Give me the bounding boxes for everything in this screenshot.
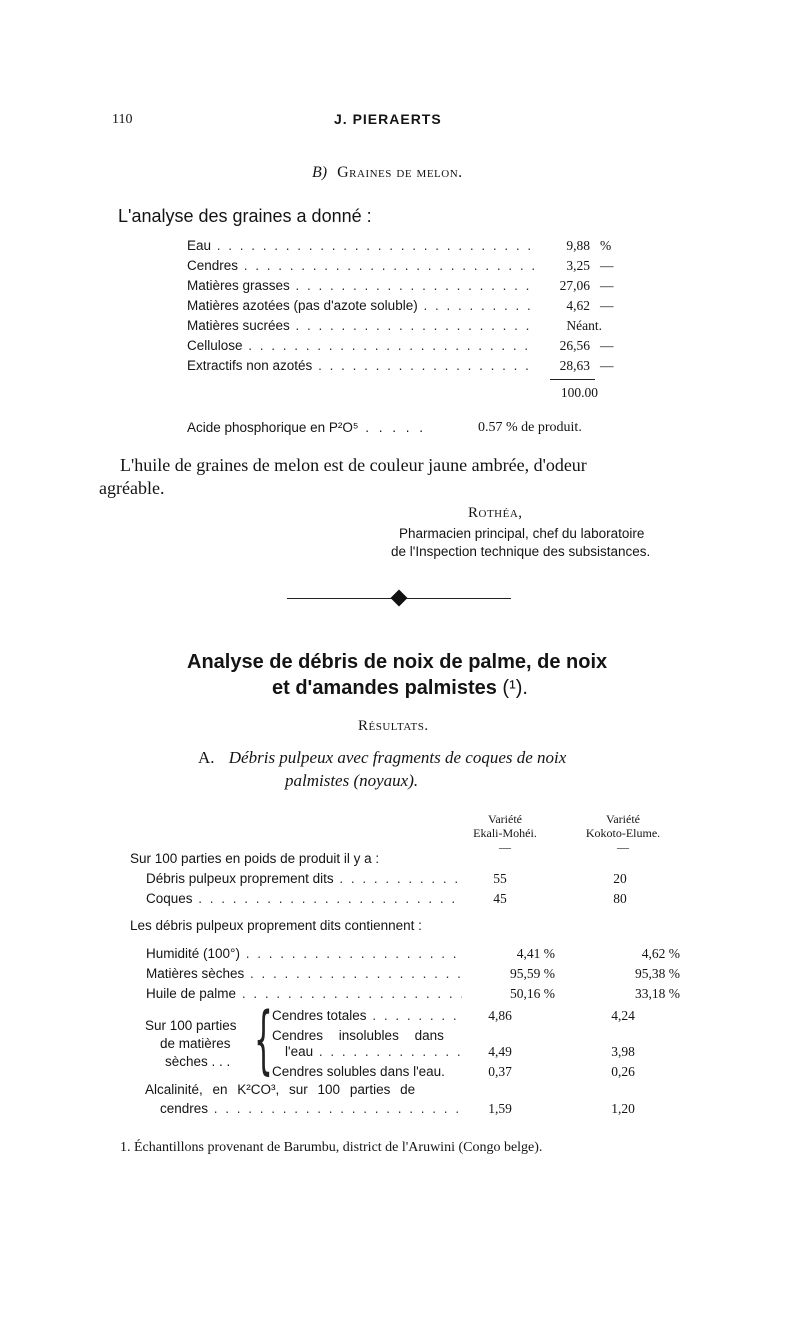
oil-paragraph-line1: L'huile de graines de melon est de couleur jaune ambrée, d'odeur bbox=[120, 455, 587, 475]
row-value: Néant. bbox=[566, 318, 602, 333]
row-label: Cendres totales . . . bbox=[272, 1008, 464, 1023]
row-value-col1: 0,37 bbox=[488, 1064, 512, 1079]
row-label: Matières azotées (pas d'azote soluble) . . . bbox=[187, 298, 535, 313]
oil-paragraph-line2: agréable. bbox=[99, 478, 165, 498]
row-unit: % bbox=[600, 238, 612, 253]
row-value-col1: 4,86 bbox=[488, 1008, 512, 1023]
alkalinity-line1: Alcalinité, en K²CO³, sur 100 parties de bbox=[145, 1082, 416, 1097]
article-title-line1: Analyse de débris de noix de palme, de noix bbox=[187, 651, 608, 673]
col2-header-line1: Variété bbox=[606, 812, 640, 826]
signature-line2: de l'Inspection technique des subsistances. bbox=[391, 544, 651, 559]
phosphoric-label: Acide phosphorique en P²O⁵ . . . . . bbox=[187, 420, 426, 435]
brace-label-line1: Sur 100 parties bbox=[145, 1018, 237, 1033]
col1-header-line2: Ekali-Mohéi. bbox=[473, 826, 537, 840]
row-label: Huile de palme . . . bbox=[146, 986, 462, 1001]
analysis-intro: L'analyse des graines a donné : bbox=[118, 206, 372, 226]
subsection-a-line1: A. Débris pulpeux avec fragments de coques de noix bbox=[198, 748, 567, 767]
results-heading: Résultats. bbox=[358, 718, 429, 734]
phosphoric-value: 0.57 % de produit. bbox=[478, 420, 582, 435]
section-b-letter: B) bbox=[312, 164, 328, 181]
row-value: 9,88 bbox=[566, 238, 590, 253]
section-b-title-text: Graines de melon. bbox=[337, 164, 463, 181]
row-label: Débris pulpeux proprement dits . . . bbox=[146, 871, 462, 886]
row-value-col1: 4,41 % bbox=[516, 946, 555, 961]
col2-header-line2: Kokoto-Elume. bbox=[585, 826, 661, 840]
diamond-icon bbox=[391, 590, 408, 607]
row-label: Cendres insolubles dans bbox=[272, 1028, 444, 1043]
row-value: 27,06 bbox=[559, 278, 590, 293]
section-b-title bbox=[312, 164, 463, 182]
row-label: Cendres solubles dans l'eau. bbox=[272, 1064, 445, 1079]
footnote: 1. Échantillons provenant de Barumbu, district de l'Aruwini (Congo belge). bbox=[120, 1140, 543, 1155]
row-value: 4,62 bbox=[566, 298, 590, 313]
total-value: 100.00 bbox=[560, 385, 598, 400]
signature-line1: Pharmacien principal, chef du laboratoire bbox=[399, 526, 645, 541]
row-value-col2: 4,24 bbox=[611, 1008, 635, 1023]
row-label: l'eau . . . bbox=[285, 1044, 465, 1059]
row-label: Cendres . . . bbox=[187, 258, 535, 273]
row-value-col1: 50,16 % bbox=[510, 986, 555, 1001]
subsection-a-line2: palmistes (noyaux). bbox=[285, 771, 419, 790]
row-label: Eau . . . bbox=[187, 238, 535, 253]
alkalinity-value-col2: 1,20 bbox=[611, 1101, 635, 1116]
row-value-col1: 4,49 bbox=[488, 1044, 512, 1059]
row-value-col2: 33,18 % bbox=[635, 986, 680, 1001]
group1-intro: Sur 100 parties en poids de produit il y a : bbox=[130, 851, 380, 866]
row-label: Cellulose . . . bbox=[187, 338, 535, 353]
signature-name: Rothéa, bbox=[468, 505, 523, 521]
row-unit: — bbox=[600, 338, 614, 353]
row-label: Matières grasses . . . bbox=[187, 278, 535, 293]
row-value-col2: 95,38 % bbox=[635, 966, 680, 981]
row-label: Matières sucrées . . . bbox=[187, 318, 535, 333]
running-title: J. PIERAERTS bbox=[334, 111, 442, 127]
row-label: Matières sèches . . . bbox=[146, 966, 462, 981]
group2-intro: Les débris pulpeux proprement dits contiennent : bbox=[130, 918, 422, 933]
row-value: 28,63 bbox=[559, 358, 590, 373]
brace-label-line3: sèches . . . bbox=[165, 1054, 231, 1069]
row-value: 26,56 bbox=[559, 338, 590, 353]
col2-dash: — bbox=[617, 840, 629, 854]
article-title-line2: et d'amandes palmistes (¹). bbox=[272, 677, 528, 699]
row-unit: — bbox=[600, 258, 614, 273]
col1-dash: — bbox=[499, 840, 511, 854]
row-unit: — bbox=[600, 278, 614, 293]
row-value-col2: 3,98 bbox=[611, 1044, 635, 1059]
page-number: 110 bbox=[112, 112, 133, 127]
curly-brace-icon: { bbox=[254, 997, 273, 1083]
row-value-col2: 4,62 % bbox=[641, 946, 680, 961]
row-label: Humidité (100°) . . . bbox=[146, 946, 462, 961]
row-value: 3,25 bbox=[566, 258, 590, 273]
row-label: Coques . . . bbox=[146, 891, 462, 906]
row-value-col2: 0,26 bbox=[611, 1064, 635, 1079]
brace-label-line2: de matières bbox=[160, 1036, 231, 1051]
alkalinity-value-col1: 1,59 bbox=[488, 1101, 512, 1116]
row-value-col1: 95,59 % bbox=[510, 966, 555, 981]
row-value-col1: 45 bbox=[493, 891, 507, 906]
row-unit: — bbox=[600, 298, 614, 313]
total-rule bbox=[550, 379, 595, 380]
row-value-col2: 80 bbox=[613, 891, 627, 906]
col1-header-line1: Variété bbox=[488, 812, 522, 826]
alkalinity-line2: cendres . . . bbox=[160, 1101, 462, 1116]
row-unit: — bbox=[600, 358, 614, 373]
row-value-col2: 20 bbox=[613, 871, 627, 886]
row-value-col1: 55 bbox=[493, 871, 507, 886]
title-footnote-ref: (¹). bbox=[502, 677, 528, 699]
row-label: Extractifs non azotés . . . bbox=[187, 358, 535, 373]
